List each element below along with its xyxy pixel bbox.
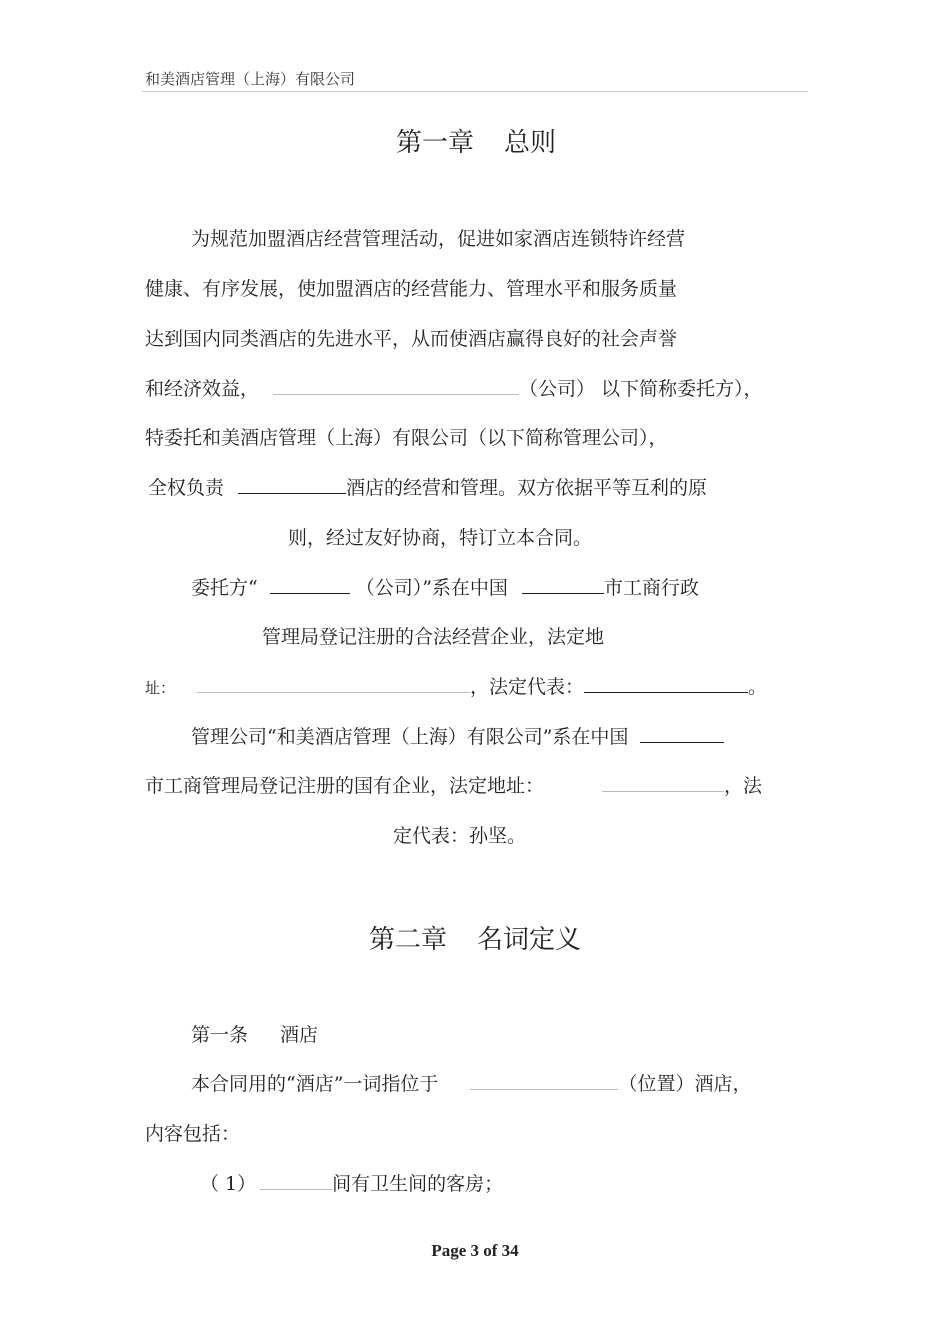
line-text: 市工商管理局登记注册的国有企业，法定地址： — [145, 775, 545, 797]
paragraph-line: 达到国内同类酒店的先进水平，从而使酒店赢得良好的社会声誉 — [145, 328, 678, 350]
line-text: ，法 — [724, 775, 763, 797]
client-company-blank — [270, 592, 350, 594]
list-item-number: （ 1） — [200, 1173, 257, 1195]
line-text: （位置）酒店， — [618, 1073, 752, 1095]
article-name: 酒店 — [280, 1024, 319, 1046]
article-heading — [191, 1022, 318, 1048]
article-number: 第一条 — [191, 1024, 249, 1046]
line-text: 委托方“ — [191, 577, 258, 599]
location-blank — [470, 1088, 618, 1090]
paragraph-line: 健康、有序发展，使加盟酒店的经营能力、管理水平和服务质量 — [145, 278, 678, 300]
manager-address-blank — [602, 790, 724, 792]
page-header: 和美酒店管理（上海）有限公司 — [145, 70, 356, 88]
line-text: 址： — [145, 679, 176, 697]
paragraph-line — [145, 674, 767, 701]
line-text: （公司） 以下简称委托方）， — [519, 378, 763, 400]
chapter-2-title — [369, 919, 581, 956]
line-text: 和经济效益， — [145, 378, 260, 400]
legal-address-blank — [197, 691, 470, 693]
room-count-blank — [260, 1188, 332, 1190]
paragraph-line — [148, 475, 707, 501]
line-text: 市工商行政 — [603, 577, 699, 599]
manager-city-blank — [640, 741, 724, 743]
paragraph-line — [145, 376, 763, 402]
company-name-blank — [273, 393, 519, 395]
paragraph-line: 管理局登记注册的合法经营企业，法定地 — [262, 626, 605, 648]
paragraph-line: 特委托和美酒店管理（上海）有限公司（以下简称管理公司）， — [145, 427, 668, 449]
city-blank — [522, 592, 604, 594]
chapter-2-number: 第二章 — [369, 925, 448, 955]
header-divider — [142, 91, 808, 92]
line-text: 全权负责 — [148, 477, 225, 499]
line-text: ，法定代表： — [470, 676, 585, 698]
line-text: 本合同用的“酒店”一词指位于 — [191, 1073, 439, 1095]
paragraph-line — [145, 773, 762, 799]
line-text: 。 — [748, 676, 768, 698]
page-number: Page 3 of 34 — [431, 1241, 519, 1260]
paragraph-line: 为规范加盟酒店经营管理活动，促进如家酒店连锁特许经营 — [191, 228, 686, 250]
paragraph-line — [191, 575, 699, 601]
paragraph-line — [191, 724, 724, 750]
list-item-text: 间有卫生间的客房； — [332, 1173, 504, 1195]
chapter-1-name: 总则 — [504, 128, 557, 158]
list-item — [200, 1171, 503, 1197]
chapter-1-title — [396, 122, 556, 159]
chapter-1-number: 第一章 — [396, 128, 475, 158]
line-text: （公司）”系在中国 — [355, 577, 508, 599]
paragraph-line: 则，经过友好协商，特订立本合同。 — [288, 527, 593, 549]
paragraph-line: 定代表：孙坚。 — [393, 825, 527, 847]
paragraph-line: 内容包括： — [145, 1123, 241, 1145]
hotel-name-blank — [238, 492, 346, 494]
line-text: 管理公司“和美酒店管理（上海）有限公司”系在中国 — [191, 726, 629, 748]
paragraph-line — [191, 1071, 751, 1097]
legal-representative-blank — [584, 691, 748, 693]
chapter-2-name: 名词定义 — [477, 925, 582, 955]
line-text: 酒店的经营和管理。双方依据平等互利的原 — [346, 477, 708, 499]
